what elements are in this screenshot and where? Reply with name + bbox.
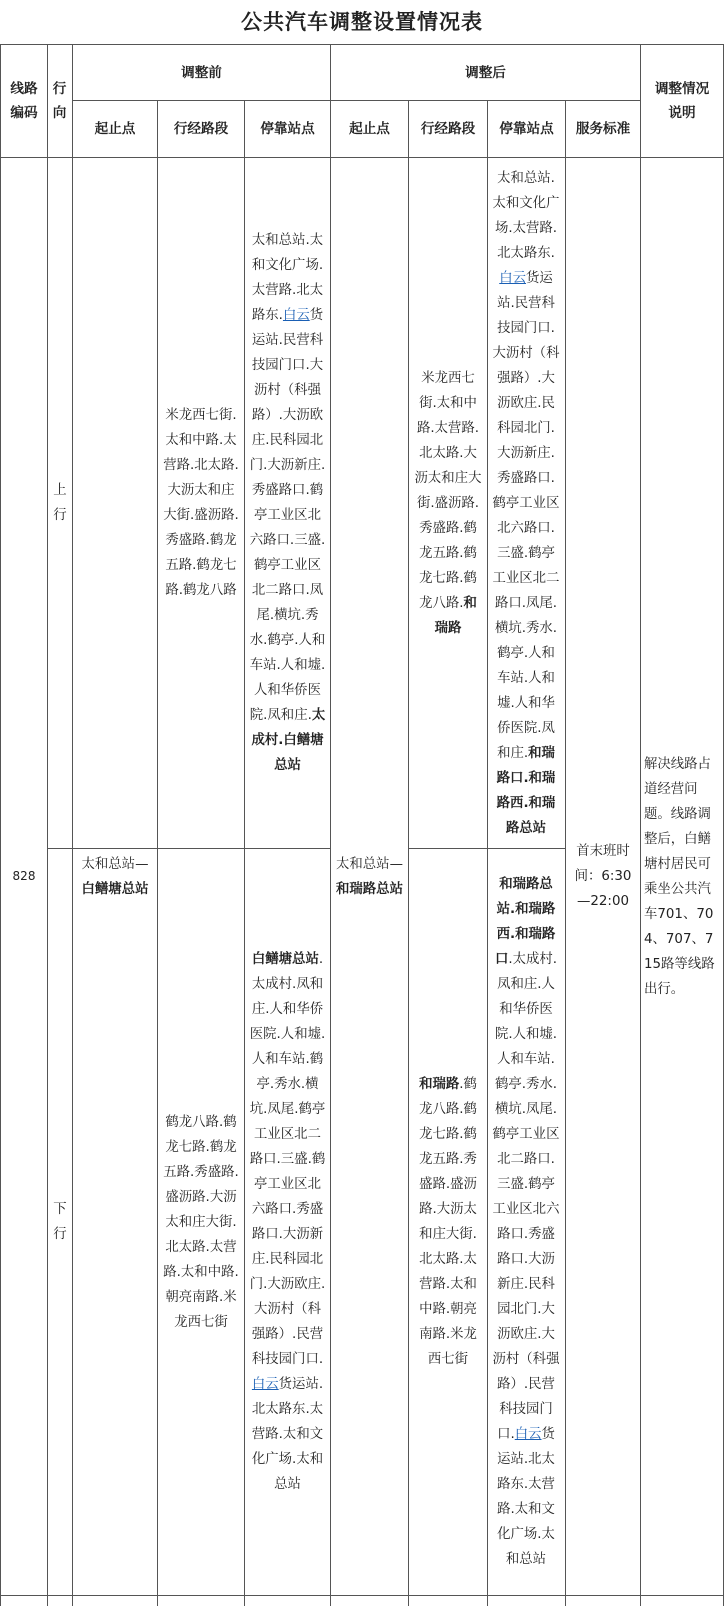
table-rule <box>72 44 73 1606</box>
table-rule <box>640 44 641 1606</box>
table-rule <box>330 44 331 1606</box>
down-after-stops: 和瑞路总站.和瑞路西.和瑞路口.太成村.凤和庄.人和华侨医院.人和墟.人和车站.鹤亭.秀水.横坑.凤尾.鹤亭工业区北二路口.三盛.鹤亭工业区北六路口.秀盛路口.大沥新庄.民科园北门.大沥欧庄.大沥村（科强路）.民营科技园门口.白云货运站.北太路东.太营路.太和文化广场.太和总站 <box>492 877 560 1567</box>
up-after-route: 米龙西七街.太和中路.太营路.北太路.大沥太和庄大街.盛沥路.秀盛路.鹤龙五路.鹤龙七路.鹤龙八路.和瑞路 <box>414 370 482 636</box>
table-rule <box>157 100 158 1606</box>
header-direction: 行向 <box>52 81 67 121</box>
baiyun-link[interactable]: 白云 <box>251 1377 279 1392</box>
direction-down: 下行 <box>53 1202 67 1242</box>
header-before-start-end: 起止点 <box>94 121 136 137</box>
table-rule <box>565 100 566 1606</box>
header-before-route: 行经路段 <box>173 121 229 137</box>
table-rule <box>487 100 488 1606</box>
header-route-code: 线路编码 <box>10 81 38 121</box>
up-before-route: 米龙西七街.太和中路.太营路.北太路.大沥太和庄大街.盛沥路.秀盛路.鹤龙五路.鹤龙七路.鹤龙八路 <box>163 408 239 598</box>
down-after-route: 和瑞路.鹤龙八路.鹤龙七路.鹤龙五路.秀盛路.盛沥路.大沥太和庄大街.北太路.太营路.太和中路.朝亮南路.米龙西七街 <box>419 1077 477 1367</box>
up-after-stops: 太和总站.太和文化广场.太营路.北太路东.白云货运站.民营科技园门口.大沥村（科强路）.大沥欧庄.民科园北门.大沥新庄.秀盛路口.鹤亭工业区北六路口.三盛.鹤亭工业区北二路口.凤尾.横坑.秀水.鹤亭.人和车站.人和墟.人和华侨医院.凤和庄.和瑞路口.和瑞路西.和瑞路总站 <box>492 170 560 836</box>
service-standard-cell: 首末班时间：6:30—22:00 <box>574 844 632 909</box>
direction-up: 上行 <box>53 483 67 523</box>
header-before-stops: 停靠站点 <box>260 121 315 137</box>
table-rule <box>408 100 409 1606</box>
header-service-standard: 服务标准 <box>575 121 631 137</box>
down-before-route: 鹤龙八路.鹤龙七路.鹤龙五路.秀盛路.盛沥路.大沥太和庄大街.北太路.太营路.太和中路.朝亮南路.米龙西七街 <box>163 1114 239 1330</box>
header-after-stops: 停靠站点 <box>499 121 554 137</box>
table-rule <box>47 44 48 1606</box>
page-title: 公共汽车调整设置情况表 <box>241 9 483 34</box>
down-before-stops: 白鳝塘总站.太成村.凤和庄.人和华侨医院.人和墟.人和车站.鹤亭.秀水.横坑.凤尾.鹤亭工业区北二路口.三盛.鹤亭工业区北六路口.秀盛路口.大沥新庄.民科园北门.大沥欧庄.大沥村（科强路）.民营科技园门口.白云货运站.北太路东.太营路.太和文化广场.太和总站 <box>249 952 326 1492</box>
header-remarks: 调整情况说明 <box>654 81 710 121</box>
baiyun-link[interactable]: 白云 <box>282 308 310 323</box>
baiyun-link[interactable]: 白云 <box>514 1427 542 1442</box>
header-before: 调整前 <box>181 64 222 81</box>
header-after-start-end: 起止点 <box>349 121 390 137</box>
table-rule <box>0 1595 724 1596</box>
remarks-cell: 解决线路占道经营问题。线路调整后，白鳝塘村居民可乘坐公共汽车701、704、707、715路等线路出行。 <box>644 756 715 997</box>
after-terminals-cell: 太和总站— 和瑞路总站 <box>336 856 403 897</box>
baiyun-link[interactable]: 白云 <box>499 270 526 286</box>
up-before-stops: 太和总站.太和文化广场.太营路.北太路东.白云货运站.民营科技园门口.大沥村（科强路）.大沥欧庄.民科园北门.大沥新庄.秀盛路口.鹤亭工业区北六路口.三盛.鹤亭工业区北二路口.凤尾.横坑.秀水.鹤亭.人和车站.人和墟.人和华侨医院.凤和庄.太成村.白鳝塘总站 <box>249 233 326 773</box>
header-after: 调整后 <box>465 64 506 81</box>
header-after-route: 行经路段 <box>420 121 476 137</box>
before-terminals-cell: 太和总站— 白鳝塘总站 <box>81 856 149 897</box>
table-rule <box>244 100 245 1606</box>
route-code-cell: 828 <box>12 869 36 883</box>
